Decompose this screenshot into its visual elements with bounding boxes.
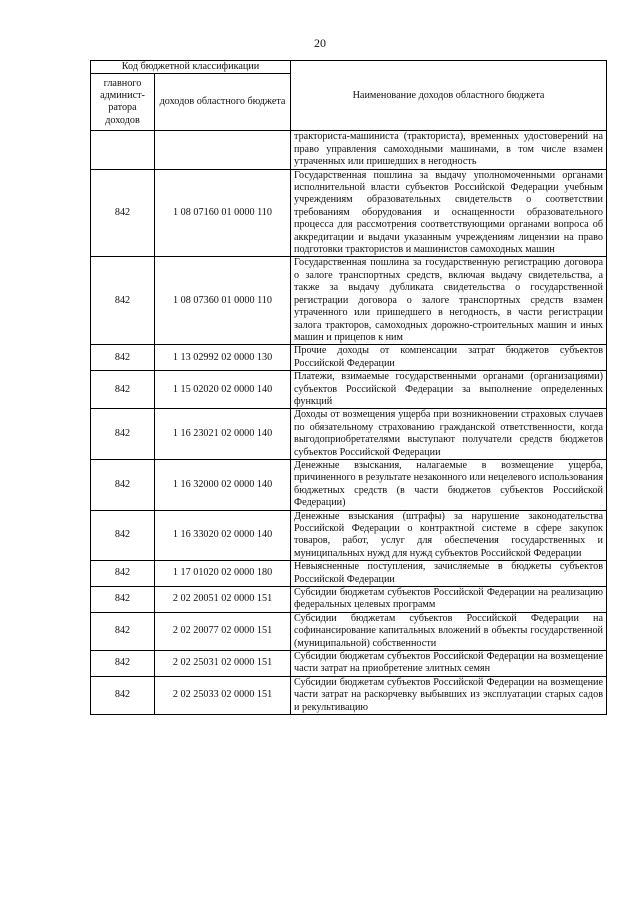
admin-code-cell: 842 bbox=[91, 651, 155, 677]
admin-code-cell: 842 bbox=[91, 510, 155, 561]
income-code-cell: 2 02 20051 02 0000 151 bbox=[155, 587, 291, 613]
admin-code-cell: 842 bbox=[91, 612, 155, 650]
income-code-cell: 1 08 07160 01 0000 110 bbox=[155, 169, 291, 257]
income-code-cell: 1 16 33020 02 0000 140 bbox=[155, 510, 291, 561]
income-code-header: доходов областного бюджета bbox=[155, 74, 291, 131]
admin-code-cell: 842 bbox=[91, 561, 155, 587]
budget-classification-table bbox=[90, 60, 607, 715]
admin-code-cell: 842 bbox=[91, 345, 155, 371]
income-name-cell: Государственная пошлина за государственную регистрацию договора о залоге транспортных средств, включая выдачу свидетельства, а также за выдачу дубликата свидетельства о государственной регистрации договора о залоге транспортных средств взамен утраченного или пришедшего в негодность, в части регистрации залога тракторов, самоходных дорожно-строительных машин и иных машин и прицепов к ним bbox=[291, 257, 607, 345]
table-row bbox=[91, 510, 607, 561]
income-code-cell: 2 02 25033 02 0000 151 bbox=[155, 676, 291, 714]
table-row bbox=[91, 345, 607, 371]
table-row bbox=[91, 371, 607, 409]
table-row bbox=[91, 409, 607, 460]
name-header: Наименование доходов областного бюджета bbox=[291, 61, 607, 131]
table-row bbox=[91, 612, 607, 650]
income-name-cell: Субсидии бюджетам субъектов Российской Федерации на возмещение части затрат на раскорчевку выбывших из эксплуатации старых садов и рекультивацию bbox=[291, 676, 607, 714]
income-code-cell: 1 17 01020 02 0000 180 bbox=[155, 561, 291, 587]
admin-code-cell bbox=[91, 131, 155, 169]
page-number: 20 bbox=[314, 36, 326, 50]
income-code-cell: 1 15 02020 02 0000 140 bbox=[155, 371, 291, 409]
table-row bbox=[91, 651, 607, 677]
admin-header: главного админист-ратора доходов bbox=[91, 74, 155, 131]
income-code-cell: 1 08 07360 01 0000 110 bbox=[155, 257, 291, 345]
admin-code-cell: 842 bbox=[91, 371, 155, 409]
income-code-cell: 1 16 32000 02 0000 140 bbox=[155, 459, 291, 510]
income-name-cell: Платежи, взимаемые государственными органами (организациями) субъектов Российской Федерации за выполнение определенных функций bbox=[291, 371, 607, 409]
table-row bbox=[91, 676, 607, 714]
income-name-cell: Невыясненные поступления, зачисляемые в бюджеты субъектов Российской Федерации bbox=[291, 561, 607, 587]
table-row bbox=[91, 561, 607, 587]
admin-code-cell: 842 bbox=[91, 257, 155, 345]
income-name-cell: Доходы от возмещения ущерба при возникновении страховых случаев по обязательному страхованию гражданской ответственности, когда выгодоприобретателями выступают получатели средств бюджетов субъектов Российской Федерации bbox=[291, 409, 607, 460]
income-code-cell: 2 02 25031 02 0000 151 bbox=[155, 651, 291, 677]
admin-code-cell: 842 bbox=[91, 409, 155, 460]
admin-code-cell: 842 bbox=[91, 587, 155, 613]
admin-code-cell: 842 bbox=[91, 169, 155, 257]
table-row bbox=[91, 459, 607, 510]
income-code-cell: 1 16 23021 02 0000 140 bbox=[155, 409, 291, 460]
income-name-cell: Субсидии бюджетам субъектов Российской Федерации на софинансирование капитальных вложений в объекты государственной (муниципальной) собственности bbox=[291, 612, 607, 650]
table-row bbox=[91, 131, 607, 169]
income-name-cell: Денежные взыскания (штрафы) за нарушение законодательства Российской Федерации о контрактной системе в сфере закупок товаров, работ, услуг для обеспечения государственных и муниципальных нужд для нужд субъектов Российской Федерации bbox=[291, 510, 607, 561]
kbk-header: Код бюджетной классификации bbox=[91, 61, 291, 74]
income-code-cell bbox=[155, 131, 291, 169]
income-name-cell: Прочие доходы от компенсации затрат бюджетов субъектов Российской Федерации bbox=[291, 345, 607, 371]
income-name-cell: Денежные взыскания, налагаемые в возмещение ущерба, причиненного в результате незаконного или нецелевого использования бюджетных средств (в части бюджетов субъектов Российской Федерации) bbox=[291, 459, 607, 510]
income-name-cell: Субсидии бюджетам субъектов Российской Федерации на возмещение части затрат на приобретение элитных семян bbox=[291, 651, 607, 677]
admin-code-cell: 842 bbox=[91, 459, 155, 510]
income-code-cell: 1 13 02992 02 0000 130 bbox=[155, 345, 291, 371]
admin-code-cell: 842 bbox=[91, 676, 155, 714]
table-row bbox=[91, 257, 607, 345]
income-name-cell: тракториста-машиниста (тракториста), временных удостоверений на право управления самоходными машинами, в том числе взамен утраченных или пришедших в негодность bbox=[291, 131, 607, 169]
table-row bbox=[91, 587, 607, 613]
income-name-cell: Субсидии бюджетам субъектов Российской Федерации на реализацию федеральных целевых программ bbox=[291, 587, 607, 613]
income-code-cell: 2 02 20077 02 0000 151 bbox=[155, 612, 291, 650]
table-row bbox=[91, 169, 607, 257]
income-name-cell: Государственная пошлина за выдачу уполномоченными органами исполнительной власти субъектов Российской Федерации учебным учреждениям образовательных свидетельств о соответствии требованиям оборудования и оснащенности образовательного процесса для рассмотрения соответствующими органами вопроса об аккредитации и выдачи указанным учреждениям лицензии на право подготовки трактористов и машинистов самоходных машин bbox=[291, 169, 607, 257]
